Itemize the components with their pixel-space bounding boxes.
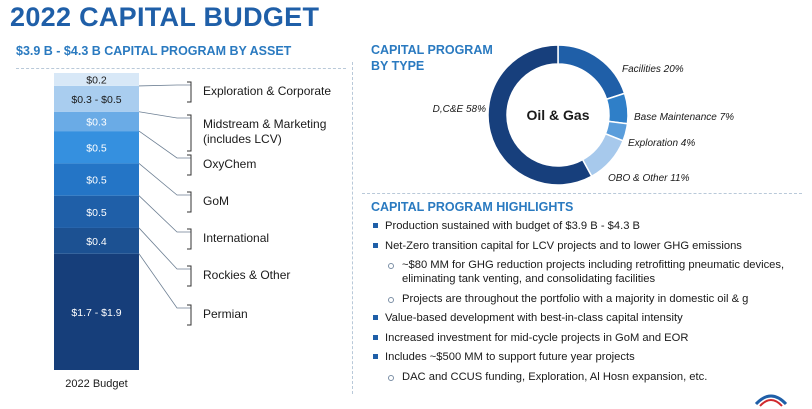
highlight-item: Increased investment for mid-cycle projects in GoM and EOR	[372, 331, 812, 345]
bar-value-label: $0.3	[86, 116, 107, 129]
highlights-title: CAPITAL PROGRAM HIGHLIGHTS	[371, 200, 574, 214]
bar-value-label: $0.2	[86, 74, 107, 87]
highlight-subitem: DAC and CCUS funding, Exploration, Al Hosn expansion, etc.	[372, 370, 812, 384]
connector-line	[139, 163, 191, 195]
x-tick-label: 2022 Budget	[65, 378, 128, 390]
donut-center-label: Oil & Gas	[526, 107, 590, 123]
bar-value-label: $0.5	[86, 142, 107, 155]
legend-label: GoM	[203, 194, 230, 208]
slice-label: OBO & Other 11%	[608, 173, 690, 184]
type-chart-title-line1: CAPITAL PROGRAM	[371, 43, 493, 57]
highlight-subitem: Projects are throughout the portfolio with a majority in domestic oil & g	[372, 292, 812, 306]
connector-line	[139, 131, 191, 158]
page-title: 2022 CAPITAL BUDGET	[10, 2, 320, 32]
highlight-item: Net-Zero transition capital for LCV projects and to lower GHG emissions	[372, 239, 812, 253]
oxy-logo	[754, 382, 788, 409]
highlight-item: Includes ~$500 MM to support future year projects	[372, 350, 812, 364]
bar-value-label: $0.5	[86, 174, 107, 187]
legend-label: (includes LCV)	[203, 132, 282, 146]
bar-value-label: $0.4	[86, 235, 107, 248]
connector-line	[139, 196, 191, 232]
bar-value-label: $1.7 - $1.9	[71, 306, 122, 319]
donut-slice	[558, 45, 625, 99]
slice-label: D,C&E 58%	[432, 104, 486, 115]
slice-label: Exploration 4%	[628, 138, 696, 149]
legend-label: Rockies & Other	[203, 268, 291, 282]
legend-label: Exploration & Corporate	[203, 84, 332, 98]
asset-chart-title: $3.9 B - $4.3 B CAPITAL PROGRAM BY ASSET	[16, 44, 292, 58]
highlight-item: Value-based development with best-in-class capital intensity	[372, 311, 812, 325]
type-chart-title-line2: BY TYPE	[371, 59, 425, 73]
legend-bracket	[187, 115, 191, 151]
connector-line	[139, 254, 191, 308]
highlights-list	[372, 219, 812, 389]
connector-line	[139, 112, 191, 118]
legend-label: Midstream & Marketing	[203, 117, 327, 131]
connector-line	[139, 85, 191, 86]
donut-slice	[607, 93, 628, 123]
slice-label: Facilities 20%	[622, 64, 684, 75]
slice-label: Base Maintenance 7%	[634, 112, 735, 123]
highlight-subitem: ~$80 MM for GHG reduction projects including retrofitting pneumatic devices, eliminating tank venting, and consolidating facilities	[372, 258, 807, 286]
bar-value-label: $0.3 - $0.5	[71, 93, 122, 106]
legend-label: Permian	[203, 307, 248, 321]
bar-value-label: $0.5	[86, 206, 107, 219]
legend-label: International	[203, 231, 270, 245]
oxy-logo-mark	[754, 382, 788, 409]
connector-line	[139, 228, 191, 269]
legend-label: OxyChem	[203, 157, 257, 171]
highlight-item: Production sustained with budget of $3.9 B - $4.3 B	[372, 219, 812, 233]
